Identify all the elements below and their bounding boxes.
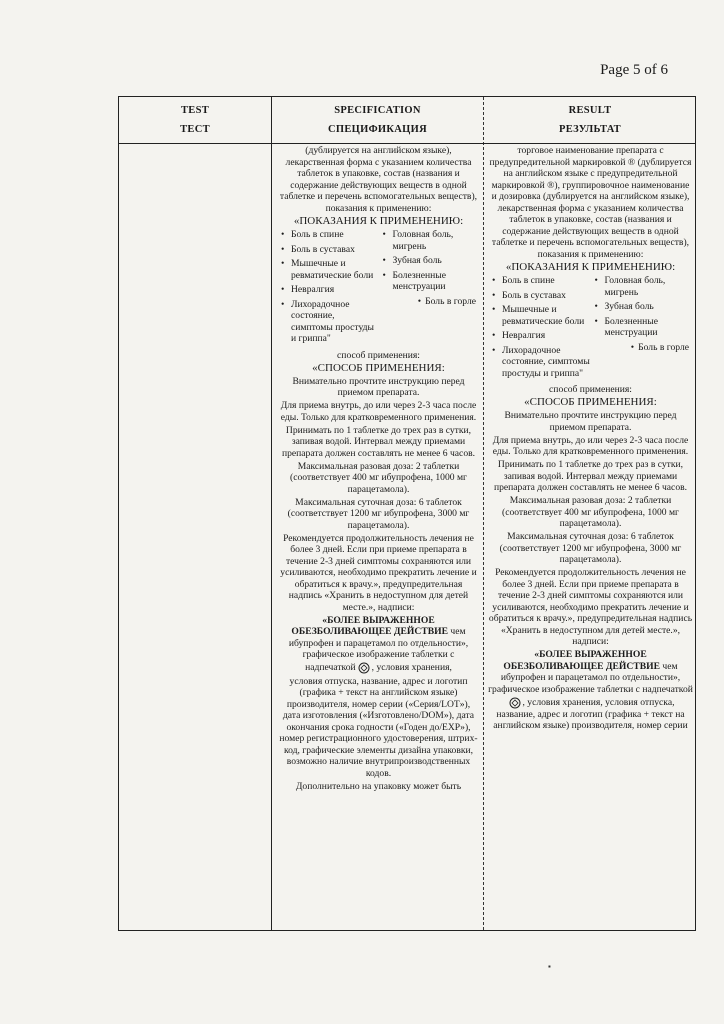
spec-paragraph [277, 662, 480, 674]
list-item: • Боль в суставах [277, 244, 379, 256]
list-item: • Болезненные менструации [379, 270, 481, 293]
result-paragraph: Максимальная разовая доза: 2 таблетки (соответствует 400 мг ибупрофена, 1000 мг парацетамола). [502, 495, 679, 529]
spec-table [118, 96, 696, 931]
result-paragraph: Для приема внутрь, до или через 2-3 часа после еды. Только для кратковременного применения. [492, 434, 689, 457]
list-item: • Головная боль, мигрень [591, 275, 694, 298]
result-paragraph: Принимать по 1 таблетке до трех раз в сутки, запивая водой. Интервал между приемами препарата должен составлять не менее 6 часов. [493, 459, 688, 493]
spec-cell [277, 145, 480, 930]
result-indications-left [488, 275, 591, 382]
list-item: • Боль в горле [379, 296, 481, 308]
result-use-label: способ применения: [549, 384, 632, 395]
list-item: • Головная боль, мигрень [379, 229, 481, 252]
header-result-en: RESULT [568, 105, 612, 116]
list-item: • Боль в суставах [488, 290, 591, 302]
header-test-ru: ТЕСТ [180, 124, 210, 135]
spec-indications-list [277, 229, 480, 348]
spec-paragraph [277, 615, 480, 661]
list-item: • Боль в горле [591, 342, 694, 354]
spec-claim-rest: чем ибупрофен и парацетамол по отдельности», графическое изображение таблетки с [288, 626, 469, 660]
list-item: • Мышечные и ревматические боли [488, 304, 591, 327]
spec-storage-label: , условия хранения, [371, 662, 452, 674]
column-divider [271, 97, 272, 930]
result-indications-title: «ПОКАЗАНИЯ К ПРИМЕНЕНИЮ: [505, 260, 676, 273]
list-item: • Невралгия [488, 330, 591, 342]
header-test [119, 97, 271, 143]
result-indications-list [488, 275, 693, 382]
result-storage-text: , условия хранения, условия отпуска, название, адрес и логотип (графика + текст на английском языке) производителя, номер серии [493, 696, 688, 731]
result-claim-rest: чем ибупрофен и парацетамол по отдельности», графическое изображение таблетки с надпечаткой [488, 660, 693, 695]
list-item: • Зубная боль [591, 301, 694, 313]
result-paragraph: Внимательно прочтите инструкцию перед приемом препарата. [504, 410, 677, 433]
result-paragraph: Рекомендуется продолжительность лечения не более 3 дней. Если при приеме препарата в течение 2-3 дней симптомы сохраняются или усиливаются, необходимо прекратить лечение и обратиться к врачу.», предупредительная надпись «Хранить в недоступном для детей месте.», надписи: [488, 567, 693, 647]
result-cell [488, 145, 693, 930]
spec-bold-claim: «БОЛЕЕ ВЫРАЖЕННОЕ ОБЕЗБОЛИВАЮЩЕЕ ДЕЙСТВИЕ [291, 614, 448, 637]
spec-paragraph: Максимальная суточная доза: 6 таблеток (соответствует 1200 мг ибупрофена, 3000 мг парацетамола). [287, 496, 470, 531]
scan-mark: ▪ [548, 962, 551, 971]
spec-intro: (дублируется на английском языке), лекарственная форма с указанием количества таблеток в упаковке, состав (названия и содержание действующих веществ в одной таблетке и перечень вспомогательных веществ), показания к применению: [279, 145, 478, 214]
header-divider [119, 143, 695, 144]
header-spec-en: SPECIFICATION [334, 105, 421, 116]
list-item: • Лихорадочное состояние, симптомы простуды и гриппа" [488, 345, 591, 380]
spec-indications-left [277, 229, 379, 348]
header-result [484, 97, 696, 143]
header-test-en: TEST [180, 105, 210, 116]
spec-paragraph: Для приема внутрь, до или через 2-3 часа после еды. Только для кратковременного применения. [280, 400, 477, 423]
spec-indications-title: «ПОКАЗАНИЯ К ПРИМЕНЕНИЮ: [293, 214, 464, 227]
list-item: • Болезненные менструации [591, 316, 694, 339]
list-item: • Лихорадочное состояние, симптомы простуды и гриппа" [277, 299, 379, 345]
spec-paragraph: условия отпуска, название, адрес и логотип (графика + текст на английском языке) производителя, номер серии («Серия/LOT»), дата изготовления («Изготовлено/DOM»), дата окончания срока годности («Годен до/EXP»), номер регистрационного удостоверения, штрих-код, графические элементы дизайна упаковки, возможно наличие внутрипроизводственных кодов. [279, 675, 478, 779]
spec-paragraph: Рекомендуется продолжительность лечения не более 3 дней. Если при приеме препарата в течение 2-3 дней симптомы сохраняются или усиливаются, необходимо прекратить лечение и обратиться к врачу.», предупредительная надпись «Хранить в недоступном для детей месте.», надписи: [280, 532, 477, 613]
result-use-title: «СПОСОБ ПРИМЕНЕНИЯ: [524, 396, 657, 408]
list-item: • Мышечные и ревматические боли [277, 258, 379, 281]
tablet-imprint-icon [509, 697, 521, 709]
result-paragraph [488, 697, 693, 732]
page-number: Page 5 of 6 [600, 62, 668, 78]
spec-paragraph: Максимальная разовая доза: 2 таблетки (соответствует 400 мг ибупрофена, 1000 мг парацетамола). [290, 460, 467, 495]
result-bold-claim: «БОЛЕЕ ВЫРАЖЕННОЕ ОБЕЗБОЛИВАЮЩЕЕ ДЕЙСТВИЕ [503, 649, 660, 672]
spec-paragraph: Внимательно прочтите инструкцию перед приемом препарата. [292, 375, 465, 398]
result-indications-right [591, 275, 694, 382]
list-item: • Невралгия [277, 284, 379, 296]
result-paragraph: Максимальная суточная доза: 6 таблеток (соответствует 1200 мг ибупрофена, 3000 мг парацетамола). [499, 531, 682, 565]
spec-use-label: способ применения: [337, 349, 420, 361]
list-item: • Зубная боль [379, 255, 481, 267]
header-result-ru: РЕЗУЛЬТАТ [559, 124, 621, 135]
column-divider [483, 97, 484, 930]
spec-paragraph: Дополнительно на упаковку может быть [295, 780, 462, 792]
list-item: • Боль в спине [488, 275, 591, 287]
list-item: • Боль в спине [277, 229, 379, 241]
header-spec-ru: СПЕЦИФИКАЦИЯ [328, 124, 427, 135]
result-paragraph [488, 649, 693, 695]
result-intro: торговое наименование препарата с предупредительной маркировкой ® (дублируется на английском языке с предупредительной маркировкой ®), группировочное наименование и дозировка (дублируется на английском языке), лекарственная форма с указанием количества таблеток в упаковке, состав (названия и содержание действующих веществ в одной таблетке и перечень вспомогательных веществ), показания к применению: [489, 145, 692, 260]
spec-paragraph: Принимать по 1 таблетке до трех раз в сутки, запивая водой. Интервал между приемами препарата должен составлять не менее 6 часов. [281, 424, 476, 459]
spec-indications-right [379, 229, 481, 348]
spec-imprint-label: надпечаткой [305, 662, 356, 674]
spec-use-title: «СПОСОБ ПРИМЕНЕНИЯ: [312, 361, 445, 374]
header-specification [272, 97, 483, 143]
tablet-imprint-icon [358, 662, 370, 674]
